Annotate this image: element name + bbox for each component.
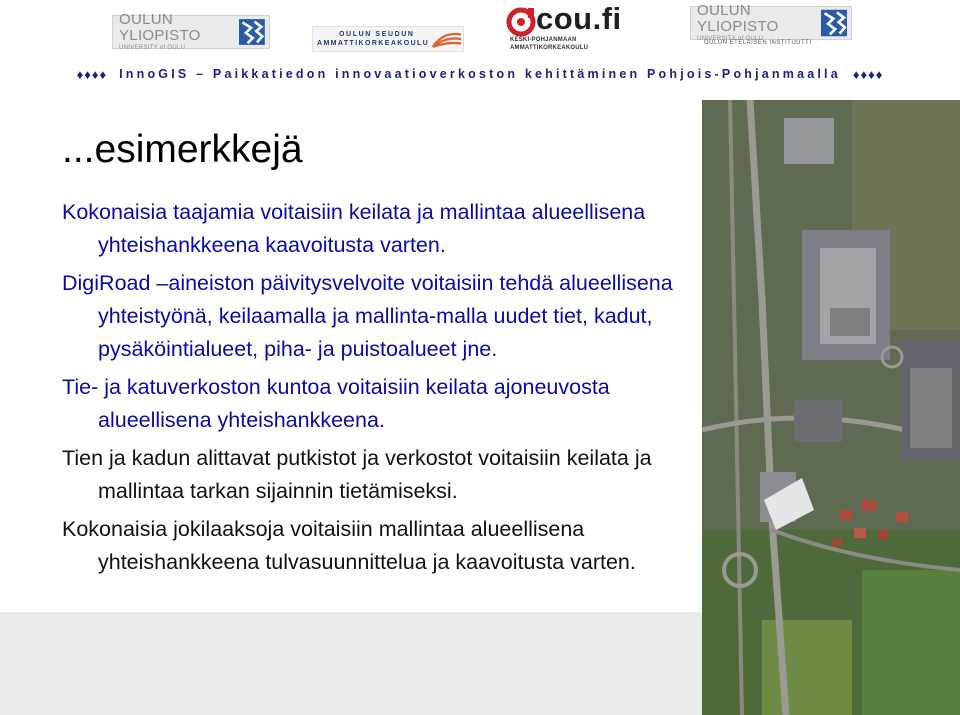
bullet-item: Tien ja kadun alittavat putkistot ja verkostot voitaisiin keilata ja mallintaa tarkan sijainnin tietämiseksi.: [62, 446, 652, 503]
logo-uo2-subtitle: UNIVERSITY of OULU: [697, 36, 764, 42]
oulun-yliopisto-logo-2: [690, 2, 852, 42]
bullet-list: [62, 196, 702, 584]
logo-uo1-name: OULUN YLIOPISTO: [119, 11, 201, 44]
cou-emblem-icon: [506, 6, 536, 38]
university-emblem-icon-2: [821, 8, 848, 38]
bullet-item: DigiRoad –aineiston päivitysvelvoite voitaisiin tehdä alueellisena yhteistyönä, keilaamalla ja mallinta-malla uudet tiet, kadut, pysäköintialueet, piha- ja puistoalueet jne.: [62, 271, 673, 361]
diamond-left-icon: ♦♦♦♦: [76, 66, 108, 82]
university-emblem-icon: [239, 17, 265, 47]
logo-uo2-institute: OULUN ETELÄISEN INSTITUUTTI: [704, 40, 812, 46]
header-banner: [0, 0, 960, 100]
bullet-item: Kokonaisia jokilaaksoja voitaisiin mallintaa alueellisena yhteishankkeena tulvasuunnittelua ja kaavoitusta varten.: [62, 517, 636, 574]
logo-oamk-line2: AMMATTIKORKEAKOULU: [317, 40, 430, 47]
tagline-text: InnoGIS – Paikkatiedon innovaatioverkoston kehittäminen Pohjois-Pohjanmaalla: [119, 67, 841, 81]
logo-cou-subtitle: KESKI-POHJANMAAN AMMATTIKORKEAKOULU: [510, 37, 589, 51]
slide-title: ...esimerkkejä: [62, 128, 303, 171]
cou-logo: [506, 1, 654, 51]
oulun-yliopisto-logo: [112, 11, 270, 51]
diamond-right-icon: ♦♦♦♦: [852, 66, 884, 82]
oamk-logo: [312, 26, 464, 52]
oamk-wave-icon: [431, 28, 463, 50]
bullet-item: Tie- ja katuverkoston kuntoa voitaisiin keilata ajoneuvosta alueellisena yhteishankkeena.: [62, 375, 610, 432]
logo-uo1-subtitle: UNIVERSITY of OULU: [119, 45, 186, 51]
aerial-photo: [702, 100, 960, 715]
logo-cou-name: cou.fi: [536, 1, 622, 36]
bullet-item: Kokonaisia taajamia voitaisiin keilata ja mallintaa alueellisena yhteishankkeena kaavoitusta varten.: [62, 200, 646, 257]
logo-oamk-line1: OULUN SEUDUN: [339, 31, 415, 38]
project-tagline: [0, 64, 960, 84]
logo-uo2-name: OULUN YLIOPISTO: [697, 2, 779, 35]
